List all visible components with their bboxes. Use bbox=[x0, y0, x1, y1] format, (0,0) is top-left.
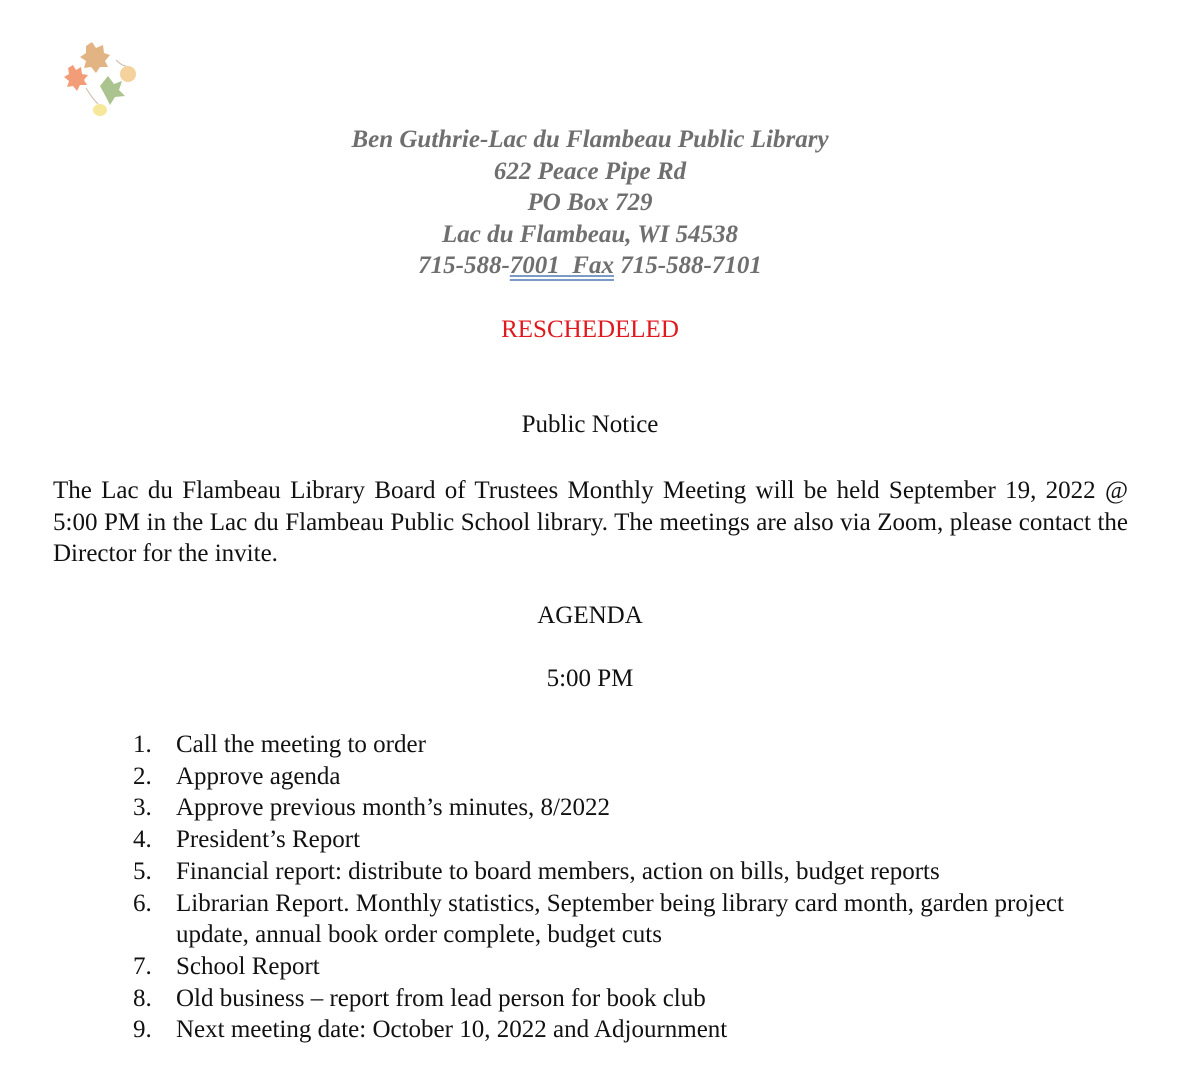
library-name: Ben Guthrie-Lac du Flambeau Public Library bbox=[351, 126, 829, 153]
agenda-list bbox=[133, 729, 1093, 1046]
library-letterhead bbox=[0, 124, 1180, 282]
agenda-item bbox=[133, 983, 1093, 1015]
item-text: Next meeting date: October 10, 2022 and Adjournment bbox=[176, 1016, 728, 1044]
item-text: Financial report: distribute to board members, action on bills, budget reports bbox=[176, 857, 940, 885]
street-address: 622 Peace Pipe Rd bbox=[493, 157, 687, 185]
item-number: 7. bbox=[133, 952, 152, 980]
agenda-item bbox=[133, 888, 1093, 951]
phone-link[interactable]: 7001 Fax bbox=[509, 252, 614, 279]
agenda-time: 5:00 PM bbox=[546, 665, 634, 692]
item-number: 4. bbox=[133, 826, 152, 854]
agenda-item bbox=[133, 951, 1093, 983]
autumn-leaves-icon bbox=[56, 38, 146, 120]
item-text: Old business – report from lead person for book club bbox=[176, 984, 706, 1012]
rescheduled-notice: RESCHEDELED bbox=[501, 316, 679, 343]
item-number: 2. bbox=[133, 762, 152, 790]
item-number: 6. bbox=[133, 889, 152, 917]
notice-body: The Lac du Flambeau Library Board of Trustees Monthly Meeting will be held September 19, 2022 @ 5:00 PM in the Lac du Flambeau Public School library. The meetings are also via Zoom, please contact the Director for the invite. bbox=[53, 477, 1128, 567]
city-state-zip: Lac du Flambeau, WI 54538 bbox=[441, 220, 739, 248]
item-text: School Report bbox=[176, 952, 320, 980]
agenda-item bbox=[133, 856, 1093, 888]
item-text: Approve previous month’s minutes, 8/2022 bbox=[176, 794, 610, 822]
item-number: 5. bbox=[133, 857, 152, 885]
item-number: 3. bbox=[133, 794, 152, 822]
item-text: Librarian Report. Monthly statistics, September being library card month, garden project update, annual book order complete, budget cuts bbox=[176, 889, 1064, 949]
agenda-title: AGENDA bbox=[537, 602, 643, 629]
item-text: Call the meeting to order bbox=[176, 731, 426, 758]
agenda-item bbox=[133, 729, 1093, 761]
item-text: Approve agenda bbox=[176, 762, 341, 790]
fax-number: 715-588-7101 bbox=[613, 252, 762, 279]
agenda-item bbox=[133, 761, 1093, 793]
po-box: PO Box 729 bbox=[527, 189, 653, 216]
agenda-item bbox=[133, 792, 1093, 824]
item-number: 9. bbox=[133, 1016, 152, 1044]
agenda-item bbox=[133, 1014, 1093, 1046]
item-number: 1. bbox=[133, 731, 152, 758]
phone-fax-line bbox=[0, 250, 1180, 282]
phone-prefix: 715-588- bbox=[418, 252, 510, 279]
agenda-item bbox=[133, 824, 1093, 856]
item-text: President’s Report bbox=[176, 826, 361, 854]
notice-title: Public Notice bbox=[521, 411, 659, 438]
item-number: 8. bbox=[133, 984, 152, 1012]
